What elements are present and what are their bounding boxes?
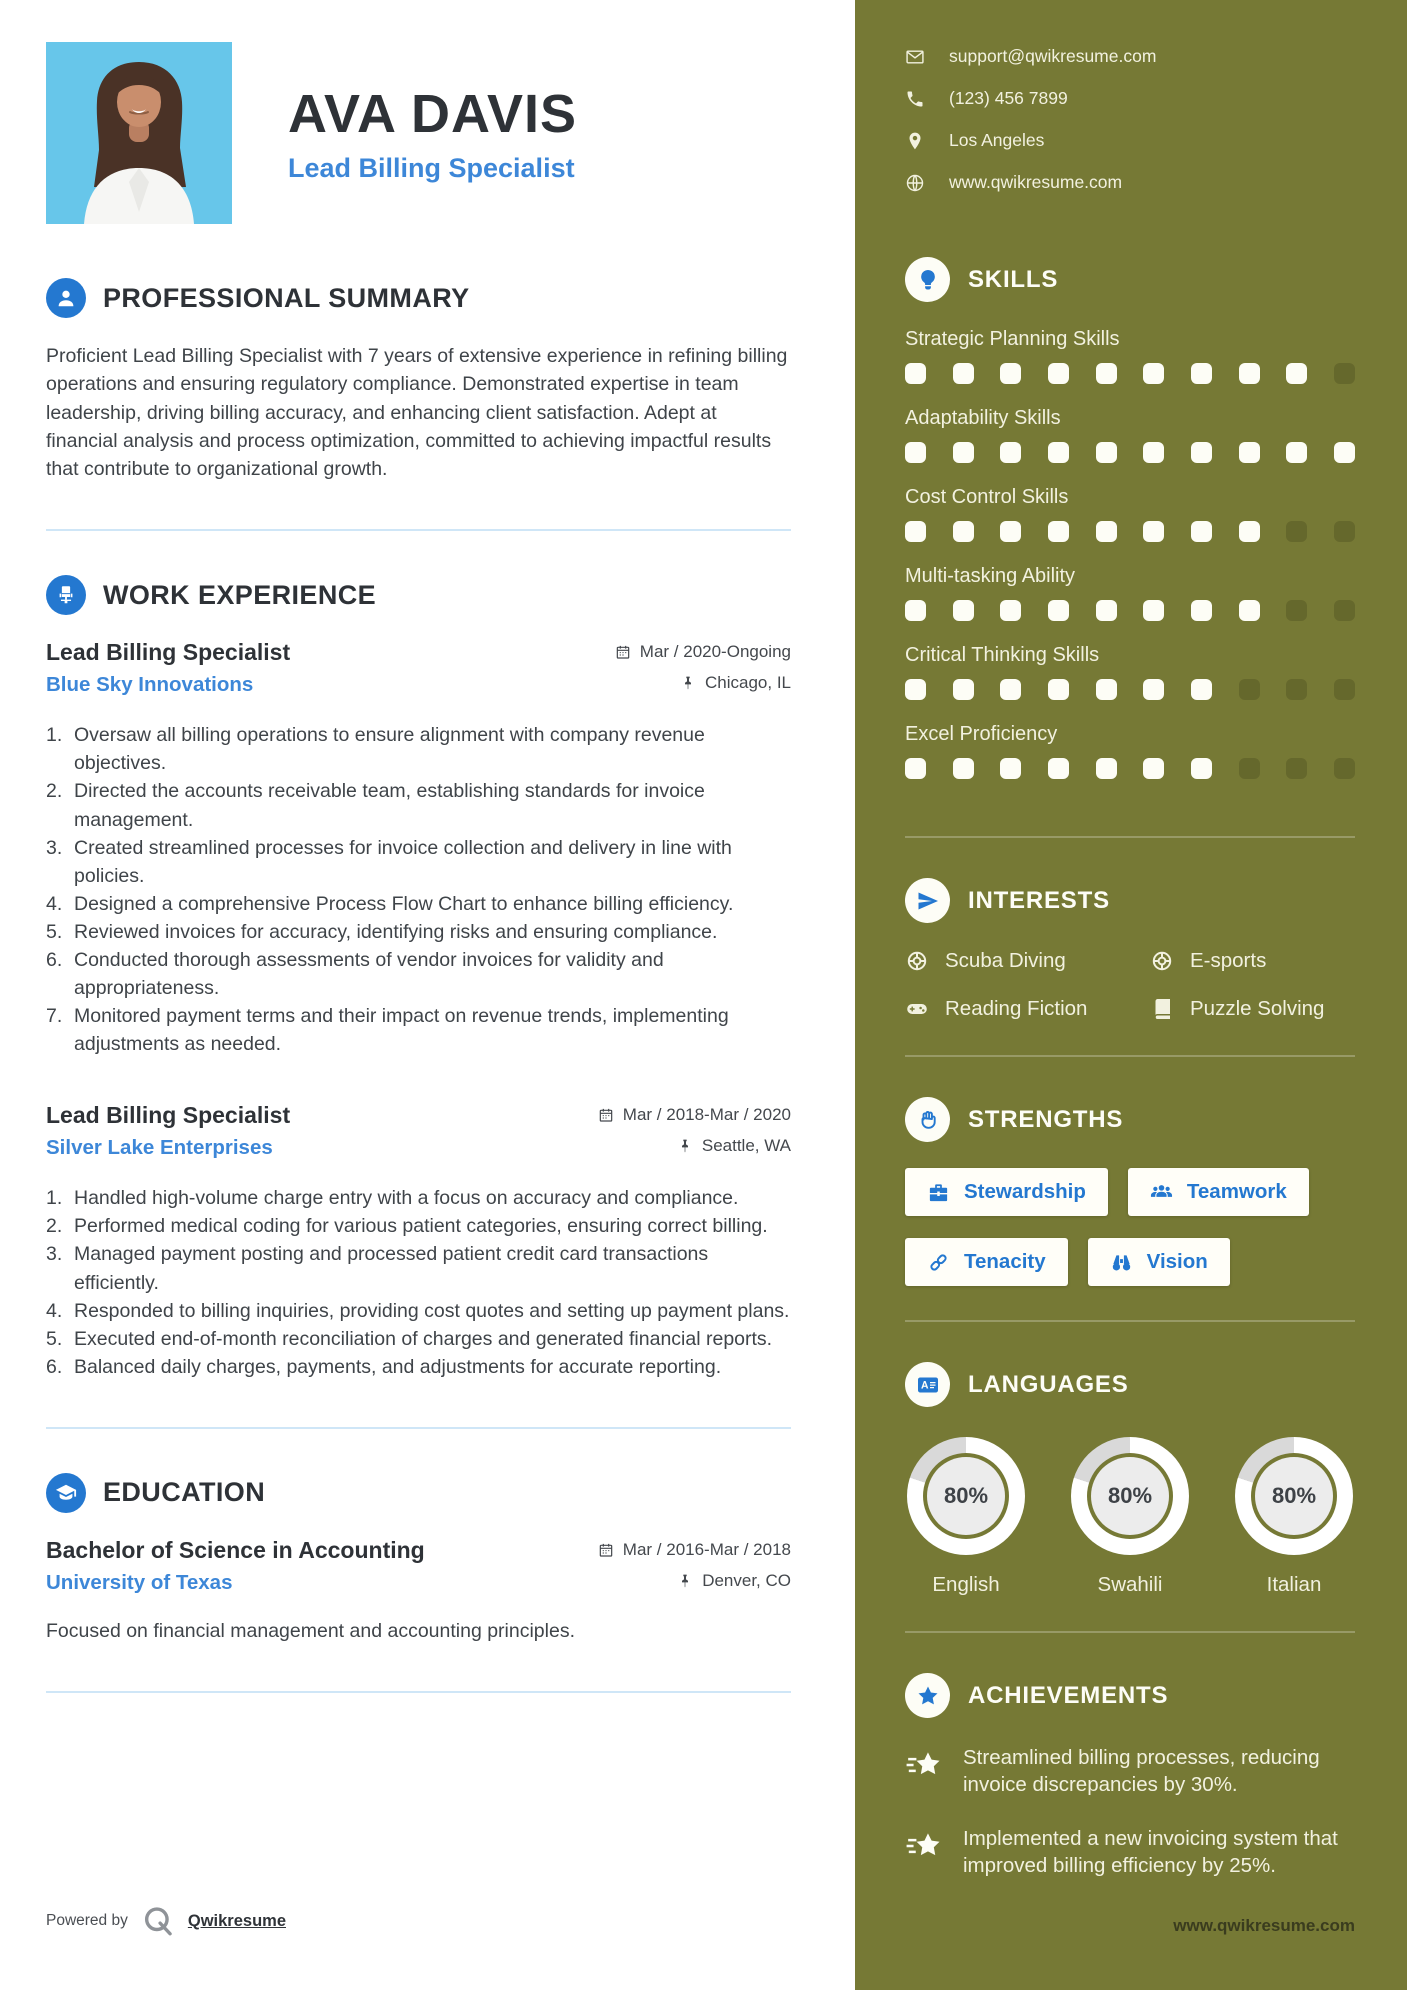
fist-icon [905, 1097, 950, 1142]
job-title: Lead Billing Specialist [46, 639, 291, 666]
language-item [1071, 1437, 1189, 1597]
interests-heading: INTERESTS [968, 886, 1110, 914]
interest-label: Reading Fiction [945, 997, 1088, 1020]
achievement-list [905, 1744, 1355, 1879]
sidebar-divider [905, 1320, 1355, 1322]
language-list [905, 1433, 1355, 1597]
shooting-star-icon [905, 1746, 943, 1784]
graduation-cap-icon [46, 1473, 86, 1513]
skill-level-squares [905, 363, 1355, 384]
skill-square [1239, 521, 1260, 542]
qwikresume-link[interactable]: Qwikresume [187, 1911, 286, 1930]
skill-item [905, 407, 1355, 463]
language-name: Swahili [1097, 1573, 1163, 1596]
job-date: Mar / 2020-Ongoing [615, 642, 791, 662]
profile-photo-illustration [46, 42, 232, 224]
skill-square [1000, 521, 1021, 542]
interest-item [1150, 949, 1355, 973]
contact-text: (123) 456 7899 [949, 88, 1068, 108]
section-divider [46, 529, 791, 531]
skill-level-squares [905, 442, 1355, 463]
pushpin-icon [677, 1138, 693, 1154]
skill-square [1239, 679, 1260, 700]
job-location: Seattle, WA [677, 1136, 791, 1156]
interest-list [905, 949, 1355, 1021]
job-bullets [46, 721, 791, 1058]
work-heading: WORK EXPERIENCE [103, 579, 377, 610]
profile-photo [46, 42, 232, 224]
skill-square [1096, 521, 1117, 542]
lifebuoy-icon [905, 949, 929, 973]
interest-item [1150, 997, 1355, 1021]
strength-label: Tenacity [964, 1250, 1046, 1273]
pushpin-icon [680, 675, 696, 691]
strength-chip [905, 1238, 1068, 1286]
achievements-section [905, 1673, 1355, 1879]
calendar-icon [598, 1107, 614, 1123]
skill-square [1191, 521, 1212, 542]
interests-section [905, 878, 1355, 1021]
identity-header [46, 42, 791, 224]
summary-text: Proficient Lead Billing Specialist with 7 years of extensive experience in refining billing operations and ensuring regulatory compliance. Demonstrated expertise in team leadership, driving billing accuracy, and enhancing client satisfaction. Adept at financial analysis and process optimization, committed to achieving impactful results that contribute to organizational growth. [46, 345, 788, 481]
paper-plane-icon [905, 878, 950, 923]
language-item [1235, 1437, 1353, 1597]
interests-header [905, 878, 1355, 923]
skills-heading: SKILLS [968, 265, 1059, 293]
powered-by-label: Powered by [46, 1912, 128, 1929]
skill-square [1286, 600, 1307, 621]
strength-chip [1128, 1168, 1309, 1216]
job-bullet: Directed the accounts receivable team, establishing standards for invoice management. [74, 780, 705, 831]
skill-level-squares [905, 600, 1355, 621]
skill-square [1096, 363, 1117, 384]
skill-square [953, 600, 974, 621]
education-note: Focused on financial management and accounting principles. [46, 1619, 575, 1642]
job-bullet: Managed payment posting and processed patient credit card transactions efficiently. [74, 1243, 709, 1294]
skill-square [1191, 758, 1212, 779]
job-list [46, 639, 791, 1380]
contact-row [905, 88, 1355, 109]
education-location: Denver, CO [677, 1571, 791, 1591]
skill-square [1096, 600, 1117, 621]
language-name: English [932, 1573, 1000, 1596]
interest-label: E-sports [1190, 949, 1267, 972]
skill-square [1143, 758, 1164, 779]
person-icon [46, 278, 86, 318]
work-section [46, 575, 791, 1380]
achievement-text: Streamlined billing processes, reducing invoice discrepancies by 30%. [963, 1746, 1320, 1797]
skill-square [1191, 363, 1212, 384]
skill-square [1239, 758, 1260, 779]
skill-square [905, 521, 926, 542]
binoculars-icon [1110, 1251, 1133, 1274]
skill-square [1048, 442, 1069, 463]
skill-square [1286, 679, 1307, 700]
language-progress-ring [907, 1437, 1025, 1555]
calendar-icon [598, 1542, 614, 1558]
language-name: Italian [1266, 1573, 1322, 1596]
achievement-item [905, 1744, 1355, 1799]
lifebuoy-icon [1150, 949, 1174, 973]
skill-list [905, 328, 1355, 779]
office-chair-icon [46, 575, 86, 615]
skill-item [905, 723, 1355, 779]
contact-text: www.qwikresume.com [949, 172, 1123, 192]
strengths-header [905, 1097, 1355, 1142]
contact-text: Los Angeles [949, 130, 1045, 150]
skill-square [1096, 679, 1117, 700]
interest-label: Scuba Diving [945, 949, 1066, 972]
job-bullet: Conducted thorough assessments of vendor invoices for validity and appropriateness. [74, 948, 664, 1000]
strength-chip [1088, 1238, 1230, 1286]
achievement-text: Implemented a new invoicing system that improved billing efficiency by 25%. [963, 1826, 1338, 1877]
skill-square [953, 521, 974, 542]
translate-icon [905, 1362, 950, 1407]
gamepad-icon [905, 997, 929, 1021]
skill-square [1286, 521, 1307, 542]
skills-section [905, 257, 1355, 802]
education-degree: Bachelor of Science in Accounting [46, 1536, 425, 1563]
skill-square [1000, 600, 1021, 621]
lightbulb-icon [905, 257, 950, 302]
skill-square [1048, 600, 1069, 621]
strength-label: Teamwork [1186, 1180, 1287, 1203]
education-header [46, 1473, 791, 1513]
summary-heading: PROFESSIONAL SUMMARY [103, 282, 470, 313]
skill-label: Adaptability Skills [905, 407, 1061, 429]
contact-text: support@qwikresume.com [949, 46, 1157, 66]
interest-item [905, 997, 1142, 1021]
strengths-heading: STRENGTHS [968, 1105, 1124, 1133]
skill-label: Excel Proficiency [905, 723, 1058, 745]
interest-label: Puzzle Solving [1190, 997, 1325, 1020]
skill-square [1048, 521, 1069, 542]
job-company: Silver Lake Enterprises [46, 1136, 273, 1160]
contact-row [905, 46, 1355, 67]
job-bullet: Reviewed invoices for accuracy, identifying risks and ensuring compliance. [74, 920, 718, 943]
language-progress-ring [1235, 1437, 1353, 1555]
language-progress-ring [1071, 1437, 1189, 1555]
team-icon [1150, 1181, 1173, 1204]
languages-section [905, 1362, 1355, 1597]
skill-square [1096, 442, 1117, 463]
skill-square [1239, 442, 1260, 463]
email-icon [905, 47, 925, 67]
skill-label: Multi-tasking Ability [905, 565, 1076, 587]
job-bullet: Balanced daily charges, payments, and adjustments for accurate reporting. [74, 1355, 722, 1378]
skill-square [1286, 363, 1307, 384]
skill-square [1286, 442, 1307, 463]
skill-square [1143, 600, 1164, 621]
language-item [907, 1437, 1025, 1597]
job-location: Chicago, IL [680, 673, 791, 693]
education-school: University of Texas [46, 1570, 233, 1594]
education-heading: EDUCATION [103, 1477, 266, 1508]
skill-square [1191, 679, 1212, 700]
sidebar-divider [905, 836, 1355, 838]
job-bullet: Handled high-volume charge entry with a focus on accuracy and compliance. [74, 1187, 739, 1210]
shooting-star-icon [905, 1827, 943, 1865]
job-bullet: Designed a comprehensive Process Flow Chart to enhance billing efficiency. [74, 892, 734, 915]
sidebar-divider [905, 1631, 1355, 1633]
skill-square [953, 442, 974, 463]
job-bullet: Created streamlined processes for invoice collection and delivery in line with policies. [74, 836, 732, 887]
job-bullet: Executed end-of-month reconciliation of charges and generated financial reports. [74, 1327, 773, 1350]
skill-square [1143, 679, 1164, 700]
contact-section [905, 46, 1355, 193]
education-section [46, 1473, 791, 1645]
skill-square [1048, 758, 1069, 779]
skill-label: Cost Control Skills [905, 486, 1069, 508]
skill-square [1143, 363, 1164, 384]
job-entry [46, 639, 791, 1058]
strength-list [905, 1168, 1355, 1286]
skill-square [1334, 442, 1355, 463]
book-icon [1150, 997, 1174, 1021]
achievements-header [905, 1673, 1355, 1718]
job-bullets [46, 1184, 791, 1381]
job-company: Blue Sky Innovations [46, 673, 254, 697]
skill-square [1000, 758, 1021, 779]
skill-level-squares [905, 521, 1355, 542]
location-icon [905, 131, 925, 151]
achievements-heading: ACHIEVEMENTS [968, 1681, 1169, 1709]
globe-icon [905, 173, 925, 193]
candidate-name: AVA DAVIS [288, 83, 578, 144]
skill-square [953, 363, 974, 384]
language-percent: 80% [943, 1483, 989, 1508]
skill-square [1000, 442, 1021, 463]
skill-level-squares [905, 758, 1355, 779]
skills-header [905, 257, 1355, 302]
skill-item [905, 328, 1355, 384]
skill-item [905, 565, 1355, 621]
skill-square [905, 363, 926, 384]
calendar-icon [615, 644, 631, 660]
q-logo-icon [141, 1904, 175, 1938]
achievement-item [905, 1825, 1355, 1880]
skill-square [1191, 600, 1212, 621]
job-bullet: Responded to billing inquiries, providing cost quotes and setting up payment plans. [74, 1299, 790, 1322]
skill-square [1286, 758, 1307, 779]
language-percent: 80% [1107, 1483, 1153, 1508]
skill-square [1143, 442, 1164, 463]
languages-header [905, 1362, 1355, 1407]
summary-header [46, 278, 791, 318]
job-bullet: Oversaw all billing operations to ensure alignment with company revenue objectives. [74, 724, 705, 775]
skill-level-squares [905, 679, 1355, 700]
skill-square [953, 758, 974, 779]
skill-item [905, 644, 1355, 700]
skill-item [905, 486, 1355, 542]
skill-square [1334, 521, 1355, 542]
skill-square [1096, 758, 1117, 779]
sidebar-divider [905, 1055, 1355, 1057]
section-divider [46, 1427, 791, 1429]
education-date: Mar / 2016-Mar / 2018 [598, 1540, 791, 1560]
skill-label: Critical Thinking Skills [905, 644, 1100, 666]
skill-square [1143, 521, 1164, 542]
pushpin-icon [677, 1573, 693, 1589]
contact-row [905, 172, 1355, 193]
section-divider [46, 1691, 791, 1693]
strength-label: Vision [1146, 1250, 1208, 1273]
skill-label: Strategic Planning Skills [905, 328, 1120, 350]
sidebar-site-url: www.qwikresume.com [1173, 1916, 1355, 1935]
strength-label: Stewardship [964, 1180, 1086, 1203]
footer [46, 1904, 791, 1938]
skill-square [1000, 679, 1021, 700]
star-icon [905, 1673, 950, 1718]
chain-link-icon [927, 1251, 950, 1274]
sidebar [855, 0, 1407, 1990]
skill-square [1048, 679, 1069, 700]
contact-row [905, 130, 1355, 151]
skill-square [1239, 600, 1260, 621]
skill-square [905, 442, 926, 463]
job-bullet: Monitored payment terms and their impact on revenue trends, implementing adjustments as needed. [74, 1005, 729, 1056]
skill-square [1334, 679, 1355, 700]
skill-square [953, 679, 974, 700]
phone-icon [905, 89, 925, 109]
strength-chip [905, 1168, 1108, 1216]
skill-square [1000, 363, 1021, 384]
skill-square [1334, 363, 1355, 384]
skill-square [905, 600, 926, 621]
summary-section [46, 278, 791, 483]
skill-square [1239, 363, 1260, 384]
job-date: Mar / 2018-Mar / 2020 [598, 1105, 791, 1125]
job-title: Lead Billing Specialist [46, 1102, 291, 1129]
name-block [288, 83, 577, 184]
skill-square [905, 758, 926, 779]
languages-heading: LANGUAGES [968, 1370, 1129, 1398]
candidate-title: Lead Billing Specialist [288, 152, 575, 183]
interest-item [905, 949, 1142, 973]
skill-square [1334, 758, 1355, 779]
job-entry [46, 1102, 791, 1381]
work-header [46, 575, 791, 615]
language-percent: 80% [1271, 1483, 1317, 1508]
briefcase-icon [927, 1181, 950, 1204]
skill-square [1191, 442, 1212, 463]
strengths-section [905, 1097, 1355, 1286]
job-bullet: Performed medical coding for various patient categories, ensuring correct billing. [74, 1215, 768, 1238]
skill-square [905, 679, 926, 700]
skill-square [1334, 600, 1355, 621]
skill-square [1048, 363, 1069, 384]
